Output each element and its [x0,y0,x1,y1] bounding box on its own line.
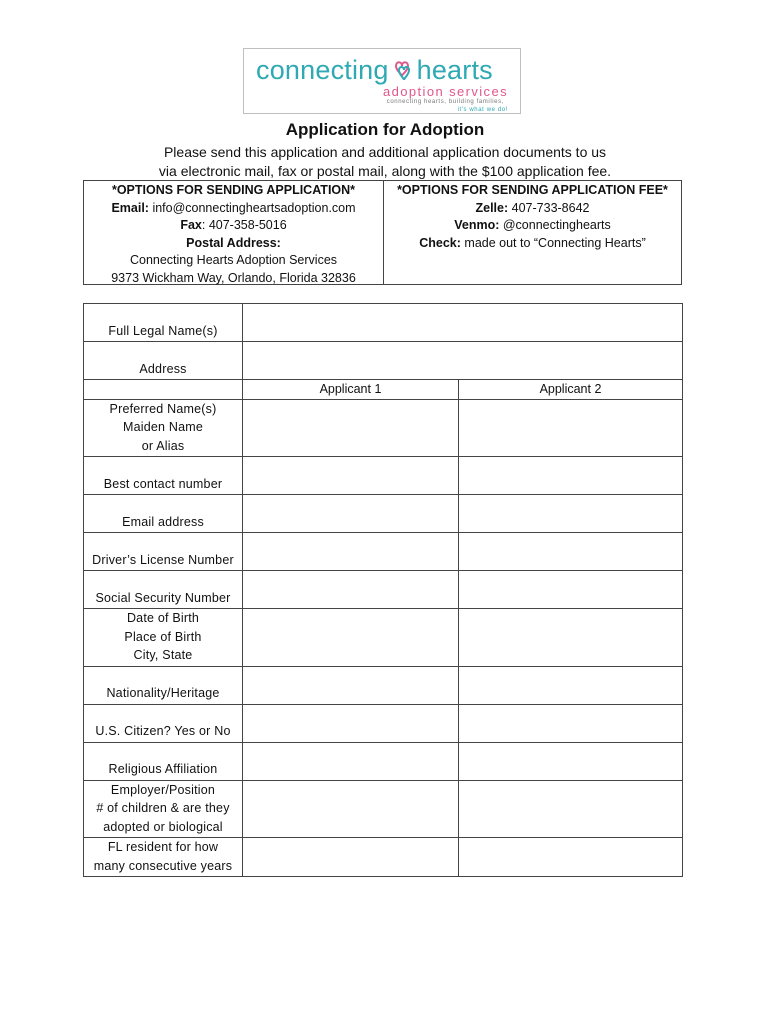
logo-tagline: connecting hearts, building families, [386,99,504,105]
table-row [84,495,683,533]
check-line: Check: made out to “Connecting Hearts” [419,235,646,250]
field-label [84,742,243,780]
applicant-2-header: Applicant 2 [459,380,683,400]
field-label [84,457,243,495]
field-label [84,666,243,704]
table-row [84,342,683,380]
applicant-1-field[interactable] [243,571,459,609]
address-field[interactable] [243,342,683,380]
field-label-line: Religious Affiliation [108,762,218,776]
field-label-line: Date of Birth [126,611,200,625]
applicant-1-field[interactable] [243,457,459,495]
email-link[interactable]: info@connectingheartsadoption.com [152,200,356,215]
applicant-2-field[interactable] [459,704,683,742]
applicant-2-field[interactable] [459,838,683,877]
field-label-line: or Alias [141,438,185,453]
field-label-line: Driver’s License Number [92,552,234,567]
table-row [84,780,683,838]
application-form [83,303,683,877]
intro-line-2: via electronic mail, fax or postal mail, along with the $100 application fee. [158,163,612,179]
field-label-line: Place of Birth [124,629,202,644]
full-legal-names-field[interactable] [243,304,683,342]
applicant-2-field[interactable] [459,399,683,457]
applicant-1-field[interactable] [243,838,459,877]
sending-options [84,181,384,284]
field-label-line: Preferred Name(s) [109,401,217,416]
field-label-line: # of children & are they [96,801,230,815]
table-row [84,742,683,780]
applicant-header-row [84,380,683,400]
applicant-1-field[interactable] [243,399,459,457]
field-label-line: FL resident for how [107,840,219,854]
applicant-2-field[interactable] [459,780,683,838]
applicant-1-header: Applicant 1 [243,380,459,400]
venmo-line: Venmo: @connectinghearts [454,218,611,232]
field-label [84,780,243,838]
address-label: Address [84,342,243,380]
options-box [83,180,682,285]
field-label-line: Nationality/Heritage [106,686,220,700]
applicant-2-field[interactable] [459,533,683,571]
table-row [84,838,683,877]
field-label-line: U.S. Citizen? Yes or No [95,724,231,738]
postal-line-1: Connecting Hearts Adoption Services [129,253,338,267]
field-label [84,609,243,667]
field-label-line: City, State [133,648,193,662]
applicant-1-field[interactable] [243,742,459,780]
applicant-2-field[interactable] [459,495,683,533]
table-row [84,304,683,342]
table-row [84,704,683,742]
field-label [84,399,243,457]
sending-options-header: *OPTIONS FOR SENDING APPLICATION* [111,183,356,197]
field-label-line: Best contact number [103,476,223,491]
logo-wordmark: connecting hearts [256,55,493,85]
applicant-1-field[interactable] [243,704,459,742]
logo-subtitle: adoption services [383,84,508,99]
zelle-line: Zelle: 407-733-8642 [475,200,590,215]
form-rows [84,399,683,877]
table-row [84,533,683,571]
table-row [84,666,683,704]
full-legal-names-label: Full Legal Name(s) [84,304,243,342]
applicant-2-field[interactable] [459,666,683,704]
applicant-2-field[interactable] [459,571,683,609]
applicant-2-field[interactable] [459,742,683,780]
applicant-1-field[interactable] [243,495,459,533]
logo-tagline-2: it's what we do! [457,107,508,113]
fee-options-header: *OPTIONS FOR SENDING APPLICATION FEE* [397,183,668,197]
applicant-2-field[interactable] [459,609,683,667]
email-line: Email: info@connectingheartsadoption.com [111,200,356,215]
field-label [84,571,243,609]
applicant-2-field[interactable] [459,457,683,495]
field-label-line: Employer/Position [110,782,216,797]
applicant-1-field[interactable] [243,533,459,571]
field-label-line: many consecutive years [93,858,233,873]
applicant-1-field[interactable] [243,780,459,838]
field-label-line: Social Security Number [95,590,231,605]
header-blank-cell [84,380,243,400]
postal-label: Postal Address: [186,235,281,250]
postal-line-2: 9373 Wickham Way, Orlando, Florida 32836 [111,270,356,285]
field-label [84,838,243,877]
table-row [84,457,683,495]
field-label [84,533,243,571]
field-label [84,704,243,742]
field-label-line: adopted or biological [103,819,223,834]
table-row [84,609,683,667]
field-label-line: Maiden Name [122,420,203,434]
hearts-icon [390,58,416,82]
table-row [84,571,683,609]
applicant-1-field[interactable] [243,609,459,667]
logo [243,48,521,114]
field-label [84,495,243,533]
table-row [84,399,683,457]
fax-line: Fax: 407-358-5016 [180,218,287,232]
applicant-1-field[interactable] [243,666,459,704]
field-label-line: Email address [122,514,204,529]
intro-line-1: Please send this application and additional application documents to us [163,144,607,160]
page-title: Application for Adoption [285,120,485,139]
fee-options [384,181,681,284]
